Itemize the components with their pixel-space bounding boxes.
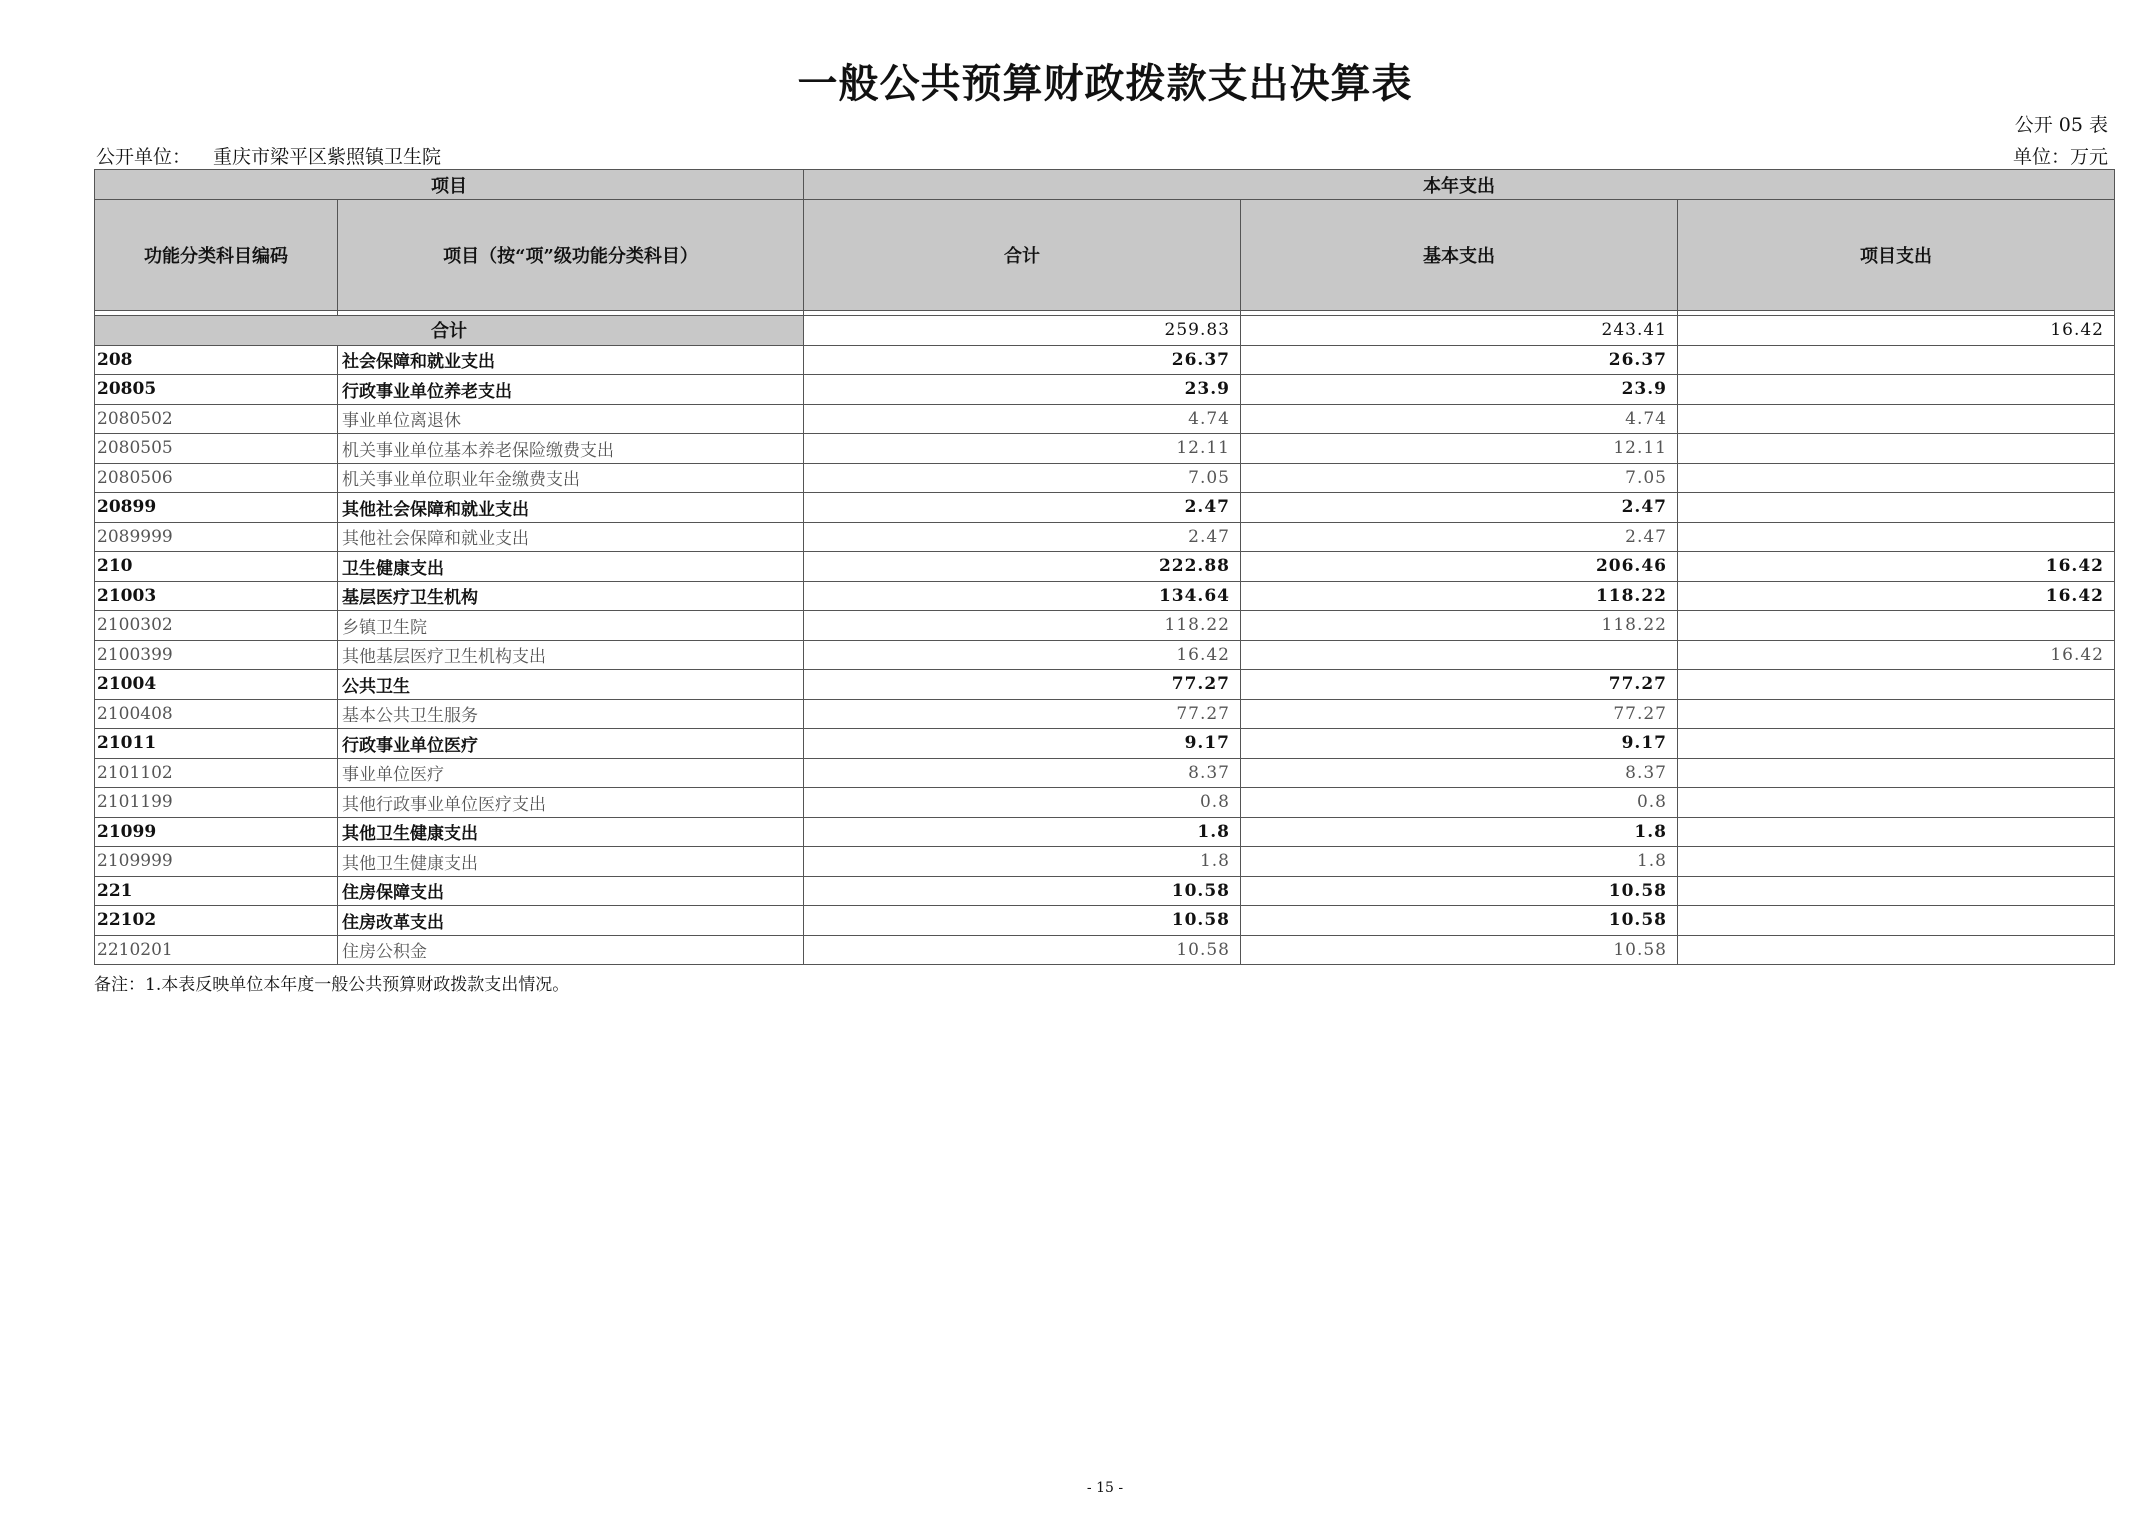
table-row — [95, 817, 2115, 847]
header-item: 项目（按“项”级功能分类科目） — [338, 200, 804, 311]
row-code: 2080502 — [95, 404, 338, 434]
expenditure-table — [94, 169, 2115, 965]
total-amount: 259.83 — [804, 316, 1241, 346]
row-basic: 77.27 — [1241, 699, 1678, 729]
row-code: 21003 — [95, 581, 338, 611]
row-basic: 0.8 — [1241, 788, 1678, 818]
row-code: 2089999 — [95, 522, 338, 552]
row-project — [1678, 463, 2115, 493]
header-total: 合计 — [804, 200, 1241, 311]
row-code: 2100399 — [95, 640, 338, 670]
table-row — [95, 640, 2115, 670]
page-number: - 15 - — [1086, 1480, 1124, 1496]
row-total: 222.88 — [804, 552, 1241, 582]
row-code: 210 — [95, 552, 338, 582]
row-total: 1.8 — [804, 817, 1241, 847]
table-row — [95, 434, 2115, 464]
row-basic: 7.05 — [1241, 463, 1678, 493]
row-code: 20805 — [95, 375, 338, 405]
row-code: 2109999 — [95, 847, 338, 877]
row-name: 基本公共卫生服务 — [338, 699, 804, 729]
row-name: 其他行政事业单位医疗支出 — [338, 788, 804, 818]
row-name: 行政事业单位养老支出 — [338, 375, 804, 405]
table-row — [95, 345, 2115, 375]
row-project — [1678, 935, 2115, 965]
row-code: 2101199 — [95, 788, 338, 818]
header-basic: 基本支出 — [1241, 200, 1678, 311]
row-name: 社会保障和就业支出 — [338, 345, 804, 375]
row-basic: 23.9 — [1241, 375, 1678, 405]
table-row — [95, 522, 2115, 552]
header-project: 项目支出 — [1678, 200, 2115, 311]
table-row — [95, 375, 2115, 405]
row-name: 其他基层医疗卫生机构支出 — [338, 640, 804, 670]
row-basic: 1.8 — [1241, 817, 1678, 847]
table-row — [95, 670, 2115, 700]
row-total: 23.9 — [804, 375, 1241, 405]
row-project — [1678, 434, 2115, 464]
row-basic: 206.46 — [1241, 552, 1678, 582]
header-group-item: 项目 — [95, 170, 804, 200]
row-code: 21004 — [95, 670, 338, 700]
row-total: 10.58 — [804, 876, 1241, 906]
table-row — [95, 788, 2115, 818]
row-basic: 10.58 — [1241, 935, 1678, 965]
reporting-unit-label: 公开单位： — [96, 146, 192, 168]
row-project: 16.42 — [1678, 581, 2115, 611]
row-code: 22102 — [95, 906, 338, 936]
table-body — [95, 311, 2115, 965]
row-total: 77.27 — [804, 670, 1241, 700]
row-project — [1678, 375, 2115, 405]
row-total: 134.64 — [804, 581, 1241, 611]
table-row — [95, 404, 2115, 434]
row-basic: 118.22 — [1241, 581, 1678, 611]
row-total: 10.58 — [804, 906, 1241, 936]
table-row — [95, 463, 2115, 493]
row-name: 其他卫生健康支出 — [338, 847, 804, 877]
total-basic: 243.41 — [1241, 316, 1678, 346]
row-project: 16.42 — [1678, 640, 2115, 670]
row-name: 公共卫生 — [338, 670, 804, 700]
row-project — [1678, 345, 2115, 375]
row-code: 2080505 — [95, 434, 338, 464]
row-code: 2100408 — [95, 699, 338, 729]
row-project — [1678, 611, 2115, 641]
row-project — [1678, 699, 2115, 729]
total-label: 合计 — [95, 316, 804, 346]
page-title: 一般公共预算财政拨款支出决算表 — [797, 60, 1413, 107]
table-row — [95, 493, 2115, 523]
row-name: 其他社会保障和就业支出 — [338, 493, 804, 523]
row-total: 2.47 — [804, 522, 1241, 552]
table-row — [95, 581, 2115, 611]
footnote: 备注：1.本表反映单位本年度一般公共预算财政拨款支出情况。 — [94, 975, 570, 995]
row-total: 4.74 — [804, 404, 1241, 434]
row-name: 卫生健康支出 — [338, 552, 804, 582]
table-row — [95, 729, 2115, 759]
row-total: 12.11 — [804, 434, 1241, 464]
row-total: 26.37 — [804, 345, 1241, 375]
header-group-expenditure: 本年支出 — [804, 170, 2115, 200]
reporting-unit-name: 重庆市梁平区紫照镇卫生院 — [213, 146, 442, 168]
row-total: 77.27 — [804, 699, 1241, 729]
row-project — [1678, 404, 2115, 434]
row-project — [1678, 493, 2115, 523]
row-name: 其他卫生健康支出 — [338, 817, 804, 847]
row-name: 机关事业单位基本养老保险缴费支出 — [338, 434, 804, 464]
row-basic: 118.22 — [1241, 611, 1678, 641]
row-name: 住房保障支出 — [338, 876, 804, 906]
row-project: 16.42 — [1678, 552, 2115, 582]
total-row — [95, 316, 2115, 346]
row-project — [1678, 906, 2115, 936]
table-row — [95, 935, 2115, 965]
row-name: 住房公积金 — [338, 935, 804, 965]
row-total: 10.58 — [804, 935, 1241, 965]
row-code: 20899 — [95, 493, 338, 523]
row-basic: 10.58 — [1241, 906, 1678, 936]
row-project — [1678, 847, 2115, 877]
row-code: 21099 — [95, 817, 338, 847]
row-total: 2.47 — [804, 493, 1241, 523]
row-basic: 26.37 — [1241, 345, 1678, 375]
unit-of-measure: 单位：万元 — [2012, 146, 2108, 168]
row-total: 16.42 — [804, 640, 1241, 670]
row-name: 行政事业单位医疗 — [338, 729, 804, 759]
row-code: 221 — [95, 876, 338, 906]
row-basic: 8.37 — [1241, 758, 1678, 788]
row-name: 机关事业单位职业年金缴费支出 — [338, 463, 804, 493]
reporting-unit — [96, 142, 441, 169]
row-basic: 77.27 — [1241, 670, 1678, 700]
row-code: 2210201 — [95, 935, 338, 965]
row-project — [1678, 817, 2115, 847]
row-basic: 9.17 — [1241, 729, 1678, 759]
total-project: 16.42 — [1678, 316, 2115, 346]
row-total: 0.8 — [804, 788, 1241, 818]
row-basic: 2.47 — [1241, 522, 1678, 552]
row-name: 事业单位医疗 — [338, 758, 804, 788]
row-total: 7.05 — [804, 463, 1241, 493]
row-total: 1.8 — [804, 847, 1241, 877]
row-total: 118.22 — [804, 611, 1241, 641]
row-name: 住房改革支出 — [338, 906, 804, 936]
table-row — [95, 876, 2115, 906]
table-row — [95, 611, 2115, 641]
table-row — [95, 906, 2115, 936]
form-number: 公开 05 表 — [2014, 114, 2108, 136]
row-project — [1678, 876, 2115, 906]
row-name: 乡镇卫生院 — [338, 611, 804, 641]
table-row — [95, 552, 2115, 582]
table-row — [95, 699, 2115, 729]
row-basic — [1241, 640, 1678, 670]
row-total: 8.37 — [804, 758, 1241, 788]
row-project — [1678, 670, 2115, 700]
row-code: 2080506 — [95, 463, 338, 493]
row-project — [1678, 729, 2115, 759]
table-row — [95, 847, 2115, 877]
row-name: 基层医疗卫生机构 — [338, 581, 804, 611]
row-project — [1678, 758, 2115, 788]
header-code: 功能分类科目编码 — [95, 200, 338, 311]
row-basic: 12.11 — [1241, 434, 1678, 464]
row-basic: 10.58 — [1241, 876, 1678, 906]
row-code: 21011 — [95, 729, 338, 759]
row-code: 2101102 — [95, 758, 338, 788]
row-project — [1678, 522, 2115, 552]
row-basic: 1.8 — [1241, 847, 1678, 877]
row-name: 其他社会保障和就业支出 — [338, 522, 804, 552]
table-row — [95, 758, 2115, 788]
row-total: 9.17 — [804, 729, 1241, 759]
row-code: 2100302 — [95, 611, 338, 641]
row-project — [1678, 788, 2115, 818]
row-basic: 2.47 — [1241, 493, 1678, 523]
row-code: 208 — [95, 345, 338, 375]
row-basic: 4.74 — [1241, 404, 1678, 434]
row-name: 事业单位离退休 — [338, 404, 804, 434]
